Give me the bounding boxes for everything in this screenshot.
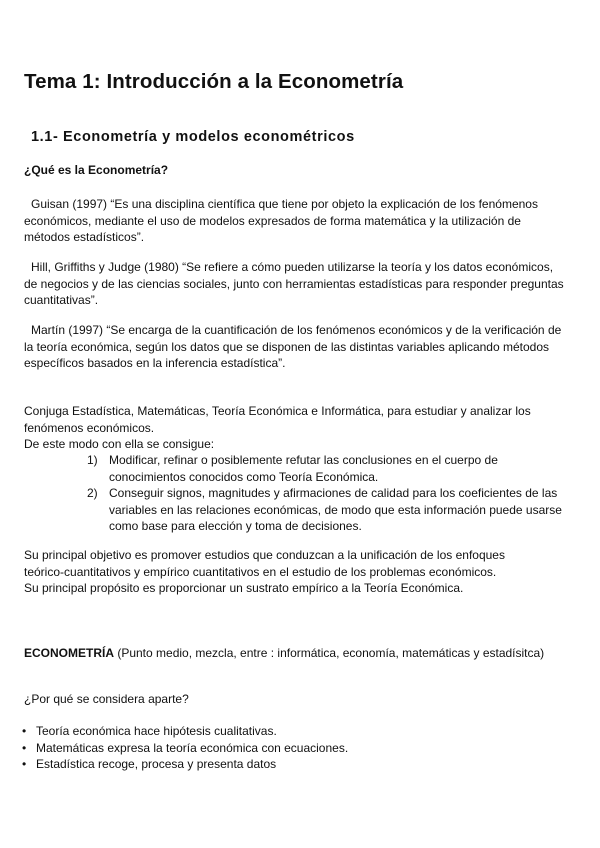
- question-heading: ¿Qué es la Econometría?: [24, 163, 169, 177]
- bullet-icon: •: [22, 757, 27, 771]
- econometria-definition: ECONOMETRÍA (Punto medio, mezcla, entre : informática, economía, matemáticas y estadísitca): [24, 646, 545, 660]
- bullet-list: [22, 723, 582, 773]
- definition-guisan: Guisan (1997) “Es una disciplina científica que tiene por objeto la explicación de los fenómenos económicos, mediante el uso de modelos expresados de forma matemática y la utilización de métodos estadísticos”.: [24, 197, 538, 244]
- list-item: 1) Modificar, refinar o posiblemente refutar las conclusiones en el cuerpo de conocimientos conocidos como Teoría Económica.: [87, 453, 498, 484]
- item-number: 2): [87, 486, 98, 500]
- list-item: • Matemáticas expresa la teoría económica con ecuaciones.: [22, 740, 349, 755]
- list-item: • Teoría económica hace hipótesis cualitativas.: [22, 724, 277, 738]
- definition-hill: Hill, Griffiths y Judge (1980) “Se refiere a cómo pueden utilizarse la teoría y los datos económicos, de negocios y de las ciencias sociales, junto con herramientas estadísticas para responder preguntas cuantitativas”.: [24, 260, 564, 307]
- page-title: Tema 1: Introducción a la Econometría: [24, 70, 404, 93]
- list-item: • Estadística recoge, procesa y presenta datos: [22, 757, 277, 771]
- objetivo-paragraph: Su principal objetivo es promover estudios que conduzcan a la unificación de los enfoques teórico-cuantitativos y empírico cuantitativos en el estudio de los problemas económicos. Su principal propósito es proporcionar un sustrato empírico a la Teoría Económica.: [24, 548, 505, 595]
- numbered-list: [87, 452, 577, 535]
- econometria-label: ECONOMETRÍA: [24, 646, 114, 660]
- bullet-icon: •: [22, 724, 27, 738]
- bullet-icon: •: [22, 740, 27, 755]
- item-number: 1): [87, 453, 98, 467]
- section-heading: 1.1- Econometría y modelos econométricos: [31, 129, 355, 145]
- list-item: 2) Conseguir signos, magnitudes y afirmaciones de calidad para los coeficientes de las variables en las relaciones económicas, de modo que esta información puede usarse como base para elección y toma de decisiones.: [87, 486, 562, 533]
- conjuga-paragraph: Conjuga Estadística, Matemáticas, Teoría Económica e Informática, para estudiar y analizar los fenómenos económicos. De este modo con ella se consigue:: [24, 404, 531, 451]
- por-que-question: ¿Por qué se considera aparte?: [24, 692, 189, 706]
- definition-martin: Martín (1997) “Se encarga de la cuantificación de los fenómenos económicos y de la verificación de la teoría económica, según los datos que se disponen de las distintas variables aplicando métodos específicos basados en la inferencia estadística”.: [24, 323, 562, 370]
